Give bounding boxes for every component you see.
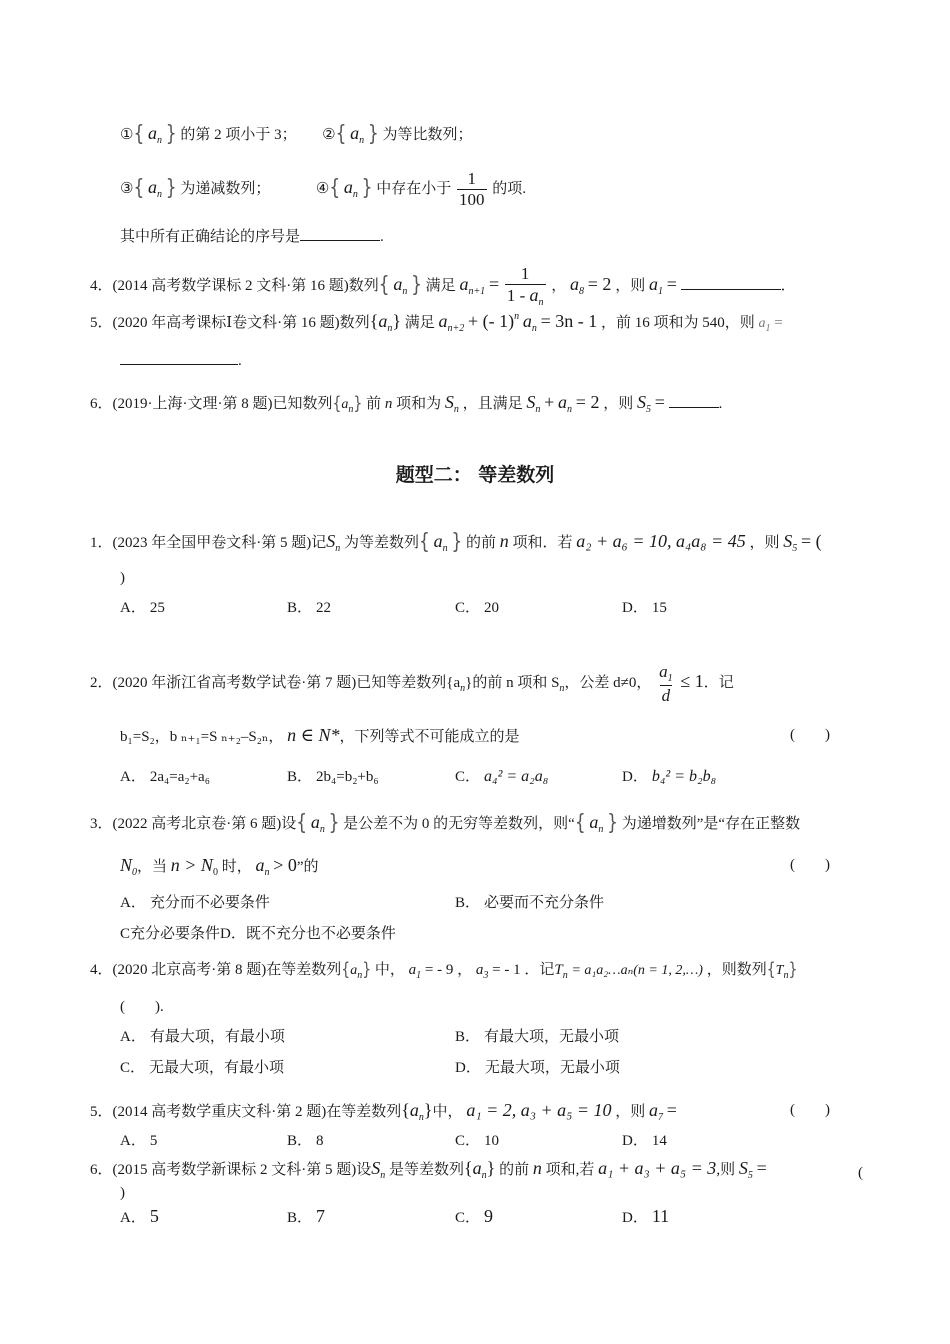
answer-blank[interactable] — [120, 350, 238, 365]
p2-q4-option-d[interactable]: D． 无最大项，无最小项 — [455, 1060, 620, 1076]
p2-question-4: 4．(2020 北京高考·第 8 题)在等差数列$\{a_n\}$ 中， $a_1$ = - 9 ， $a_3$ = - 1 ．记$T_n$ = a₁a₂…aₙ(n = 1, 2,…) ，则数列$\{T_n\}$ — [90, 960, 798, 981]
p2-q1-option-c[interactable]: C． 20 — [455, 600, 500, 616]
p2-q4-option-a[interactable]: A． 有最大项，有最小项 — [120, 1029, 285, 1045]
question-5: 5．(2020 年高考课标Ⅰ卷文科·第 16 题)数列$\{a_n\}$ 满足 $a_{n+2}$ + (- 1)$^n$ $a_n = 3n - 1$ ，前 16 项和为 540，则 $a_1$ = — [90, 311, 783, 334]
p2-q6-option-b[interactable]: B． 7 — [287, 1206, 326, 1226]
p2-q4-option-c[interactable]: C． 无最大项，有最小项 — [120, 1060, 285, 1076]
p2-question-3-line2: $N_0$，当 $n > N_0$ 时， $a_n > 0$”的 — [120, 855, 319, 878]
p2-q6-option-c[interactable]: C． 9 — [455, 1206, 494, 1226]
p2-question-5: 5．(2014 高考数学重庆文科·第 2 题)在等差数列$\{a_n\}$中， a₁ = 2, a₃ + a₅ = 10 ，则 $a_7$ = — [90, 1100, 677, 1123]
p2-question-3: 3．(2022 高考北京卷·第 6 题)设{ $a_n$ } 是公差不为 0 的无穷等差数列，则“{ $a_n$ } 为递增数列”是“存在正整数 — [90, 810, 801, 836]
question-6: 6．(2019·上海·文理·第 8 题)已知数列$\{a_n\}$ 前 n 项和为 $S_n$ ，且满足 $S_n + a_n = 2$ ，则 $S_5$ = . — [90, 392, 723, 415]
conclusion-prompt: 其中所有正确结论的序号是 . — [120, 226, 384, 247]
answer-blank[interactable] — [681, 275, 781, 290]
p2-question-6: 6．(2015 高考数学新课标 2 文科·第 5 题)设$S_n$ 是等差数列$\{a_n\}$ 的前 n 项和,若 a₁ + a₃ + a₅ = 3,则 $S_5$ = — [90, 1158, 767, 1181]
conclusion-line-1-2: ①{ $a_n$ } 的第 2 项小于 3； ②{ $a_n$ } 为等比数列； — [120, 121, 473, 147]
p2-q5-option-a[interactable]: A． 5 — [120, 1133, 158, 1149]
p2-q1-option-b[interactable]: B． 22 — [287, 600, 332, 616]
p2-question-1-close: ) — [120, 570, 125, 586]
p2-q3-option-b[interactable]: B． 必要而不充分条件 — [455, 895, 605, 911]
p2-q6-option-d[interactable]: D． 11 — [622, 1206, 670, 1226]
fraction-1-over-100: $\frac{1}{100}$ — [459, 169, 485, 210]
p2-q4-option-b[interactable]: B． 有最大项，无最小项 — [455, 1029, 620, 1045]
p2-q5-option-b[interactable]: B． 8 — [287, 1133, 324, 1149]
p2-q3-option-a[interactable]: A． 充分而不必要条件 — [120, 895, 270, 911]
p2-question-4-paren: ( ). — [120, 999, 164, 1015]
question-4: 4．(2014 高考数学课标 2 文科·第 16 题)数列{ $a_n$ } 满足 $a_{n+1}$ = $\frac{1}{1 - a_n}$ ， $a_8 = 2$ ，则 $a_1$ = ． — [90, 264, 796, 309]
p2-q5-option-d[interactable]: D． 14 — [622, 1133, 667, 1149]
fraction-recurrence: $\frac{1}{1 - a_n}$ — [506, 264, 544, 309]
p2-question-2: 2．(2020 年浙江省高考数学试卷·第 7 题)已知等差数列$\{a_n\}$的前 n 项和 $S_n$，公差 d≠0， $\frac{a_1}{d}$ ≤ 1．记 — [90, 661, 734, 705]
p2-question-1: 1．(2023 年全国甲卷文科·第 5 题)记$S_n$ 为等差数列{ $a_n$ } 的前 n 项和．若 a₂ + a₆ = 10, a₄a₈ = 45 ，则 $S_5$ = ( — [90, 529, 822, 555]
p2-q5-option-c[interactable]: C． 10 — [455, 1133, 500, 1149]
p2-q2-option-a[interactable]: A． 2a₄=a₂+a₆ — [120, 769, 210, 785]
question-5-blank: . — [120, 350, 242, 371]
p2-q2-option-d[interactable]: D． b₄² = b₂b₈ — [622, 768, 717, 785]
p2-question-2-line2: b₁=S₂，b ₙ₊₁=S ₙ₊₂–S₂ₙ， n ∈ N*，下列等式不可能成立的是 — [120, 725, 520, 745]
answer-blank[interactable] — [669, 393, 719, 408]
fraction-a1-over-d: $\frac{a_1}{d}$ — [659, 661, 673, 705]
p2-question-3-paren: ( ) — [790, 857, 830, 873]
p2-q3-option-c-d[interactable]: C充分必要条件D．既不充分也不必要条件 — [120, 926, 396, 942]
conclusion-line-3-4: ③{ $a_n$ } 为递减数列； ④{ $a_n$ } 中存在小于 $\frac{1}{100}$ 的项. — [120, 169, 527, 210]
p2-question-5-paren: ( ) — [790, 1102, 830, 1118]
p2-q1-option-a[interactable]: A． 25 — [120, 600, 165, 616]
p2-question-6-open: ( — [858, 1165, 863, 1181]
p2-q6-option-a[interactable]: A． 5 — [120, 1206, 159, 1226]
section-title: 题型二： 等差数列 — [395, 464, 555, 486]
p2-q2-option-b[interactable]: B． 2b₄=b₂+b₆ — [287, 769, 379, 785]
p2-q2-option-c[interactable]: C． a₄² = a₂a₈ — [455, 768, 549, 785]
answer-blank[interactable] — [300, 226, 380, 241]
p2-q1-option-d[interactable]: D． 15 — [622, 600, 667, 616]
p2-question-2-paren: ( ) — [790, 727, 830, 743]
p2-question-6-close: ) — [120, 1185, 125, 1201]
